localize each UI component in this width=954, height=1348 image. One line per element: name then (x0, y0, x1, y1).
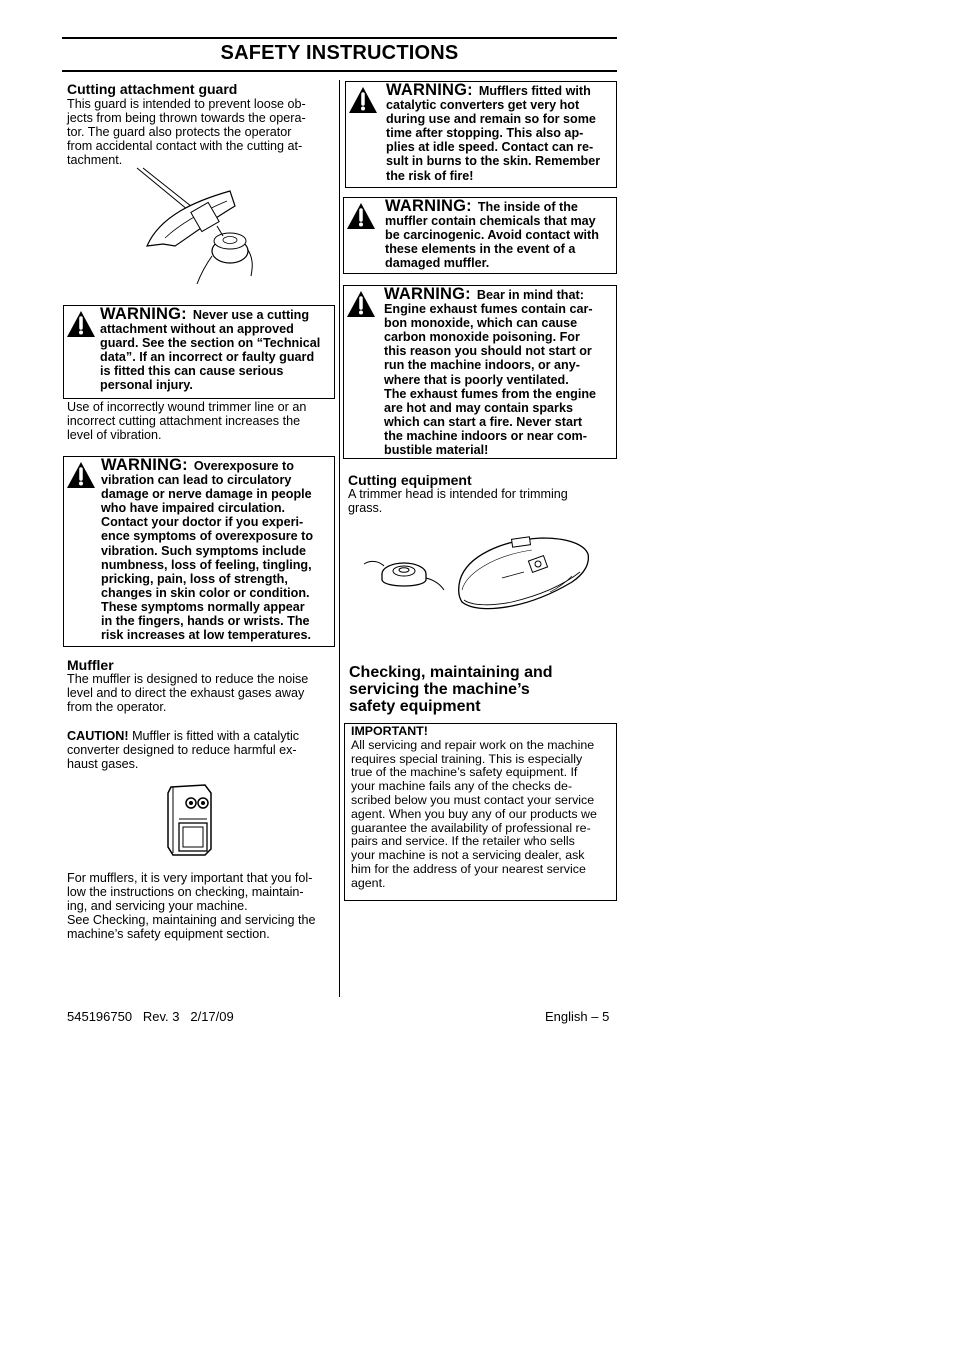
warning-guard-box: WARNING: Never use a cutting attachment without an approved guard. See the section on “Technical data”. If an incorrect or faulty guard is fitted this can cause serious personal injury. (63, 305, 335, 399)
trimmer-guard-illustration (135, 166, 255, 286)
warning-triangle-icon (66, 461, 96, 489)
warning-carcinogenic-box: WARNING: The inside of the muffler contain chemicals that may be carcinogenic. Avoid contact with these elements in the event of a damaged muffler. (343, 197, 617, 274)
muffler-heading: Muffler (67, 657, 114, 673)
warning-triangle-icon (348, 86, 378, 114)
page-title: SAFETY INSTRUCTIONS (220, 42, 459, 64)
header-top-rule (62, 37, 617, 39)
warning-exhaust-box: WARNING: Bear in mind that: Engine exhaust fumes contain car- bon monoxide, which can cause carbon monoxide poisoning. For this reason you should not start or run the machine indoors, or any- where that is poorly ventilated. The exhaust fumes from the engine are hot and may contain sparks which can start a fire. Never start the machine indoors or near com- bustible material! (343, 285, 617, 459)
cutting-body: A trimmer head is intended for trimming grass. (348, 487, 568, 515)
warning-label: WARNING: (100, 305, 187, 323)
warning-label: WARNING: (385, 197, 472, 215)
warning-label: WARNING: (384, 285, 471, 303)
column-divider (339, 80, 340, 997)
caution-body: CAUTION! Muffler is fitted with a catalytic converter designed to reduce harmful ex- haust gases. (67, 729, 300, 771)
warning-label: WARNING: (101, 456, 188, 474)
warning-vibration-box: WARNING: Overexposure to vibration can lead to circulatory damage or nerve damage in people who have impaired circulation. Contact your doctor if you experi- ence symptoms of overexposure to vibration. Such symptoms include numbness, loss of feeling, tingling, pricking, pain, loss of strength, changes in skin color or condition. These symptoms normally appear in the fingers, hands or wrists. The risk increases at low temperatures. (63, 456, 335, 647)
warning-catalytic-box: WARNING: Mufflers fitted with catalytic converters get very hot during use and remain so for some time after stopping. This also ap- plies at idle speed. Contact can re- sult in burns to the skin. Remember the risk of fire! (345, 81, 617, 188)
guard-body: This guard is intended to prevent loose ob- jects from being thrown towards the opera- tor. The guard also protects the operator from accidental contact with the cutting at- tachment. (67, 97, 306, 167)
footer-page-number: English – 5 (545, 1009, 610, 1024)
vibration-body: Use of incorrectly wound trimmer line or an incorrect cutting attachment increases the level of vibration. (67, 400, 307, 442)
trimmer-head-illustration (362, 534, 602, 616)
muffler-illustration (165, 783, 213, 857)
muffler-body: The muffler is designed to reduce the noise level and to direct the exhaust gases away from the operator. (67, 672, 309, 714)
warning-triangle-icon (66, 310, 96, 338)
guard-heading: Cutting attachment guard (67, 81, 238, 97)
warning-triangle-icon (346, 290, 376, 318)
warning-label: WARNING: (386, 81, 473, 99)
important-label: IMPORTANT! (351, 724, 428, 738)
checking-heading: Checking, maintaining and servicing the machine’s safety equipment (349, 664, 553, 715)
important-box: IMPORTANT! All servicing and repair work on the machine requires special training. This is especially true of the machine’s safety equipment. If your machine fails any of the checks de- scribed below you must contact your service agent. When you buy any of our products we guarantee the availability of professional re- pairs and service. If the retailer who sells your machine is not a servicing dealer, ask him for the address of your nearest service agent. (344, 723, 617, 901)
footer-doc-id: 545196750 Rev. 3 2/17/09 (67, 1009, 234, 1024)
header-bottom-rule (62, 70, 617, 72)
muffler-body2: For mufflers, it is very important that you fol- low the instructions on checking, maintain- ing, and servicing your machine. See Checking, maintaining and servicing the machine’s safety equipment section. (67, 871, 316, 941)
warning-triangle-icon (346, 202, 376, 230)
caution-label: CAUTION! (67, 729, 129, 743)
cutting-heading: Cutting equipment (348, 472, 472, 488)
